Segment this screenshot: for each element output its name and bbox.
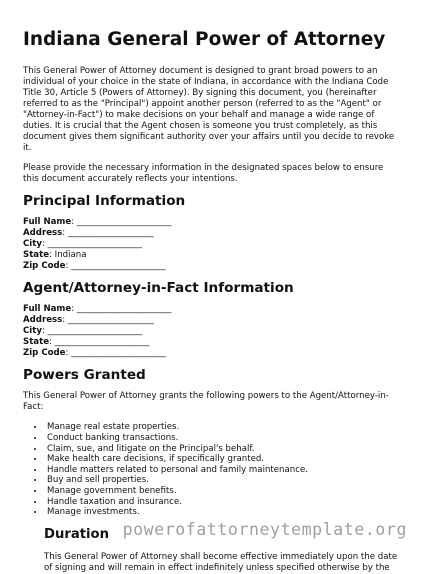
principal-state-field xyxy=(23,250,401,261)
principal-full-name-field[interactable] xyxy=(23,217,401,228)
field-value: : Indiana xyxy=(49,250,87,261)
document-title: Indiana General Power of Attorney xyxy=(23,29,386,50)
list-item: • Manage real estate properties. xyxy=(45,422,401,433)
field-blank: : ______________________ xyxy=(71,304,172,315)
agent-address-field[interactable] xyxy=(23,315,401,326)
list-item: • Conduct banking transactions. xyxy=(45,433,401,444)
instructions-paragraph: Please provide the necessary information in the designated spaces below to ensure this document accurately reflects your intentions. xyxy=(23,163,384,185)
agent-heading: Agent/Attorney-in-Fact Information xyxy=(23,280,294,297)
powers-list xyxy=(23,422,401,518)
list-item: • Manage investments. xyxy=(45,507,401,518)
field-blank: : ______________________ xyxy=(65,348,166,359)
powers-heading: Powers Granted xyxy=(23,367,146,384)
field-blank: : ______________________ xyxy=(49,337,150,348)
duration-heading: Duration xyxy=(44,527,110,543)
field-label: Zip Code xyxy=(23,348,66,359)
list-item: • Buy and sell properties. xyxy=(45,475,401,486)
agent-city-field[interactable] xyxy=(23,326,401,337)
field-blank: : ______________________ xyxy=(41,239,143,250)
agent-fields xyxy=(23,304,401,359)
principal-zip-field[interactable] xyxy=(23,261,401,272)
site-watermark: powerofattorneytemplate.org xyxy=(122,520,407,539)
list-item: • Manage government benefits. xyxy=(45,486,401,497)
duration-paragraph: This General Power of Attorney shall become effective immediately upon the date of signing and will remain in effect indefinitely unless specified otherwise by the xyxy=(44,551,398,573)
field-blank: : ____________________ xyxy=(62,315,154,326)
agent-state-field[interactable] xyxy=(23,337,401,348)
agent-full-name-field[interactable] xyxy=(23,304,401,315)
list-item: • Handle matters related to personal and family maintenance. xyxy=(45,465,401,476)
principal-city-field[interactable] xyxy=(23,239,401,250)
principal-heading: Principal Information xyxy=(23,193,186,210)
list-item: • Claim, sue, and litigate on the Principal's behalf. xyxy=(45,444,401,455)
field-label: State xyxy=(23,250,50,261)
field-label: Address xyxy=(23,228,63,239)
field-blank: : ____________________ xyxy=(62,228,154,239)
agent-zip-field[interactable] xyxy=(23,348,401,359)
field-blank: : ______________________ xyxy=(71,217,172,228)
list-item: • Make health care decisions, if specifically granted. xyxy=(45,454,401,465)
powers-intro: This General Power of Attorney grants the following powers to the Agent/Attorney-in-Fact: xyxy=(23,391,389,413)
field-label: City xyxy=(23,239,42,250)
field-label: Full Name xyxy=(23,304,72,315)
list-item: • Handle taxation and insurance. xyxy=(45,497,401,508)
intro-paragraph: This General Power of Attorney document is designed to grant broad powers to an individual of your choice in the state of Indiana, in accordance with the Indiana Code Title 30, Article 5 (Powers of Attorney). By signing this document, you (hereinafter referred to as the "Principal") appoint another person (referred to as the "Agent" or "Attorney-in-Fact") to make decisions on your behalf and manage a wide range of duties. It is crucial that the Agent chosen is someone you trust completely, as this document gives them significant authority over your affairs until you decide to revoke it. xyxy=(23,66,395,154)
principal-address-field[interactable] xyxy=(23,228,401,239)
field-label: Address xyxy=(23,315,63,326)
field-label: State xyxy=(23,337,50,348)
field-label: City xyxy=(23,326,42,337)
field-blank: : ______________________ xyxy=(65,261,166,272)
principal-fields xyxy=(23,217,401,272)
field-label: Zip Code xyxy=(23,261,66,272)
field-blank: : ______________________ xyxy=(41,326,143,337)
field-label: Full Name xyxy=(23,217,72,228)
